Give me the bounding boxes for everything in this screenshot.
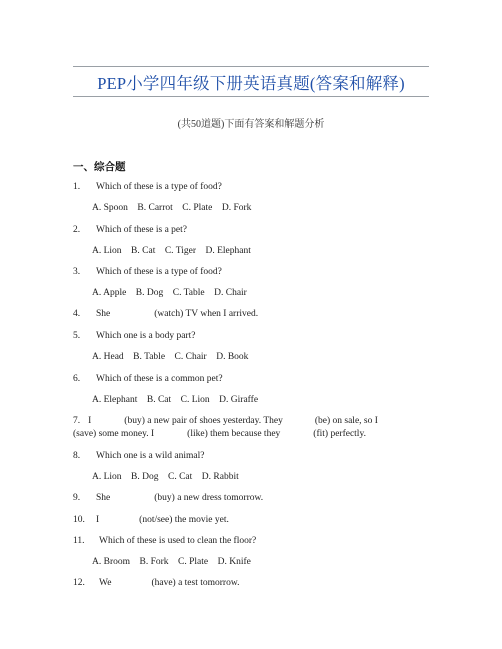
question-text-part: (buy) a new pair of shoes yesterday. They: [124, 416, 283, 426]
question-6: [73, 374, 223, 384]
question-11: [73, 536, 256, 546]
question-text-before-blank: She: [96, 493, 111, 503]
question-number: 9.: [73, 493, 81, 503]
question-text: Which of these is a common pet?: [96, 374, 223, 384]
question-7-continued: [73, 429, 366, 439]
question-text-part: (be) on sale, so I: [314, 416, 378, 426]
question-text-before-blank: I: [96, 515, 100, 525]
question-text: Which of these is used to clean the floor?: [99, 536, 257, 546]
question-4: [73, 309, 258, 319]
page-title: PEP小学四年级下册英语真题(答案和解释): [97, 74, 405, 93]
question-3: [73, 267, 222, 277]
question-3-options: A. Apple B. Dog C. Table D. Chair: [92, 288, 247, 298]
section-heading: 一、综合题: [73, 161, 126, 173]
question-number: 3.: [73, 267, 81, 277]
question-5: [73, 331, 195, 341]
question-text-after-blank: (buy) a new dress tomorrow.: [154, 493, 264, 503]
question-11-options: A. Broom B. Fork C. Plate D. Knife: [92, 557, 251, 567]
question-1: [73, 182, 222, 192]
question-number: 2.: [73, 225, 81, 235]
question-number: 4.: [73, 309, 81, 319]
page-subtitle: (共50道题)下面有答案和解题分析: [177, 119, 325, 130]
question-text-after-blank: (watch) TV when I arrived.: [154, 309, 259, 319]
question-text: Which one is a body part?: [96, 331, 196, 341]
question-text-before-blank: We: [99, 578, 112, 588]
question-12: [73, 578, 239, 588]
question-2-options: A. Lion B. Cat C. Tiger D. Elephant: [92, 246, 251, 256]
question-number: 7.: [73, 416, 81, 426]
question-6-options: A. Elephant B. Cat C. Lion D. Giraffe: [92, 395, 259, 405]
question-text: Which of these is a type of food?: [96, 267, 222, 277]
question-number: 11.: [73, 536, 85, 546]
question-9: [73, 493, 263, 503]
question-number: 8.: [73, 451, 81, 461]
question-5-options: A. Head B. Table C. Chair D. Book: [92, 352, 249, 362]
question-text-part: I: [88, 416, 92, 426]
question-7: [73, 416, 378, 426]
question-number: 6.: [73, 374, 81, 384]
question-text-part: (save) some money. I: [73, 429, 155, 439]
question-text-after-blank: (not/see) the movie yet.: [139, 515, 229, 525]
title-underline: [73, 96, 429, 97]
question-text-part: (like) them because they: [187, 429, 281, 439]
question-2: [73, 225, 187, 235]
question-number: 12.: [73, 578, 85, 588]
question-text-after-blank: (have) a test tomorrow.: [151, 578, 240, 588]
question-number: 10.: [73, 515, 85, 525]
question-10: [73, 515, 229, 525]
question-1-options: A. Spoon B. Carrot C. Plate D. Fork: [92, 203, 252, 213]
question-text: Which of these is a pet?: [96, 225, 188, 235]
question-8-options: A. Lion B. Dog C. Cat D. Rabbit: [92, 472, 239, 482]
question-number: 5.: [73, 331, 81, 341]
question-text: Which one is a wild animal?: [96, 451, 205, 461]
question-number: 1.: [73, 182, 81, 192]
question-text-part: (fit) perfectly.: [313, 429, 366, 439]
question-text: Which of these is a type of food?: [96, 182, 222, 192]
question-text-before-blank: She: [96, 309, 111, 319]
question-8: [73, 451, 204, 461]
top-rule: [73, 66, 429, 67]
